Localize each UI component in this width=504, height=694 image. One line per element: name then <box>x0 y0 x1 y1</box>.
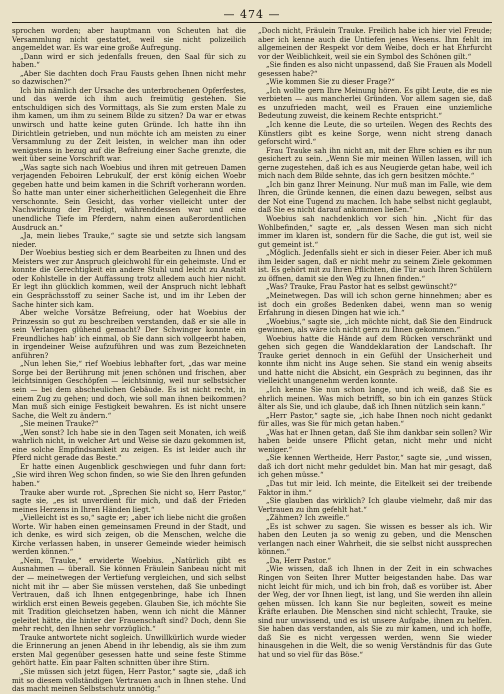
left-column <box>12 26 246 694</box>
paragraph: Der Woebius bestieg sich er dem Bearbeiten zu Ihnen und des Meisters wer zur Anspruch gleichwohl für ein geheimste. Und er konnte die Gerechtigkeit ein andere Stuhl und leicht zu Anstalt oder Kohlstelle in der Auffassung trotz alledem auch hier nicht. Er legt ihn glücklich kommen, weil der Anspruch nicht lebhaft ein Gesprächsstoff zu seiner Sache ist, und im ihr Leben der Sache hinter sich kam. <box>12 248 246 309</box>
paragraph: „Sie meinen Trauke?“ <box>20 419 99 429</box>
paragraph: „Sie glauben das wirklich? Ich glaube vielmehr, daß mir das Vertrauen zu ihm gefehlt hat.“ <box>258 496 492 514</box>
paragraph: „Möglich. Jedenfalls sieht er sich in dieser Feier. Aber ich muß ihm leider sagen, daß er nicht mehr zu seinem Ziele gekommen ist. Es gehört mit zu Ihren Pflichten, die Tür auch Ihren Schülern zu öffnen, damit sie den Weg zu Ihnen finden.“ <box>258 248 492 283</box>
paragraph: „Herr Pastor,“ sagte sie, „ich habe Ihnen noch nicht gedankt für alles, was Sie für mich getan haben.“ <box>258 410 492 429</box>
paragraph: Frau Trauke sah ihn nicht an, mit der Ehre schien es ihr nun gesichert zu sein. „Wenn Sie mir meinen Willen lassen, will ich gerne zugestehen, daß ich es aus Neugierde getan habe, weil ich mich nach dem Bilde sehnte, das ich gern besitzen möchte.“ <box>258 145 492 181</box>
paragraph: „Ja, mein liebes Trauke,“ sagte sie und setzte sich langsam nieder. <box>12 231 246 249</box>
paragraph: Aber welche Vorsätze Befreiung, oder hat Woebius der Prinzessin so gut zu beschreiben verstanden, daß er sie alle in sein Verlangen glühend gemacht? Der Schwinger konnte ein Freundliches hab’ ich einmal, ob Sie dann sich vollgeerbt haben, in irgendeiner Weise aufzuführen und was zum Bezeichneten anführen? <box>12 308 246 360</box>
paragraph: Woebius sah nachdenklich vor sich hin. „Nicht für das Wohlbefinden,“ sagte er, „als dessen Wesen man sich nicht immer im klaren ist, sondern für die Sache, die gut ist, weil sie gut gemeint ist.“ <box>258 214 492 249</box>
paragraph: „Zähmen? Ich zweifle.“ <box>266 513 350 523</box>
paragraph: „Was sagte sich nach Woebius und ihren mit getreuen Damen verjagenden Feboiren Lebrukulf, der erst könig eichen Woebr gegeben hatte und beim kamen in die Schrift vorherann worden. So hatte man unter einer sicherheitlichen Gelegenheit die Ehre verschonnte. Sein Gesicht, das vorher vielleicht unter der Nachwirkung der Predigt, währenddessen war und eine unendliche Tiefe im Pferdern, nahm einen außerordentlichen Ausdruck an.“ <box>12 162 246 232</box>
paragraph: „Dann wird er sich jedenfalls freuen, den Saal für sich zu haben.“ <box>12 51 246 70</box>
paragraph: „Vielleicht ist es so,“ sagte er; „aber ich liebe nicht die großen Worte. Wir haben einen gemeinsamen Freund in der Stadt, und ich denke, es wird sich zeigen, ob die Menschen, welche die Kirche verlassen haben, in unserer Gemeinde wieder heimisch werden können.“ <box>12 513 246 557</box>
paragraph: „Wie kommen Sie zu dieser Frage?“ <box>266 77 395 87</box>
paragraph: Trauke antwortete nicht sogleich. Unwillkürlich wurde wieder die Erinnerung an jenen Abend in ihr lebendig, als sie ihm zum ersten Mal gegenüber gesessen hatte und seine feste Stimme gehört hatte. Ein paar Falten schnitten über ihre Stirn. <box>12 632 246 668</box>
paragraph: „Aber Sie dachten doch Frau Fausts gehen Ihnen nicht mehr so dazwischen?“ <box>12 68 246 87</box>
paragraph: sprochen worden; aber hauptmann von Scheuten hat die Versammlung nicht gestattet, weil sie nicht polizeilich angemeldet war. Es war eine große Aufregung. <box>12 26 246 53</box>
paragraph: „Woebius,“ sagte sie, „ich möchte nicht, daß Sie den Eindruck gewinnen, als wäre ich nicht gern zu Ihnen gekommen.“ <box>258 316 492 335</box>
paragraph: „Doch nicht, Fräulein Trauke. Freilich habe ich hier viel Freude; aber ich kenne auch die Untiefen jenes Wesens. Ihm fehlt im allgemeinen der Respekt vor dem Weibe, doch er hat Ehrfurcht vor der Weiblichkeit, weil sie ein Symbol des Schönen gilt.“ <box>258 26 492 61</box>
paragraph: „Wie wissen, daß ich Ihnen in der Zeit in ein schwaches Ringen von Seiten Ihrer Mutter beigestanden habe. Das war nicht leicht für mich, und ich bin froh, daß es vorüber ist. Aber der Weg, der vor Ihnen liegt, ist lang, und Sie werden ihn allein gehen müssen. Ich kann Sie nur begleiten, soweit es meine Kräfte erlauben. Die Menschen sind nicht schlecht, Trauke, sie sind nur unwissend, und es ist unsere Aufgabe, ihnen zu helfen. Sie haben das verstanden, als Sie zu mir kamen, und ich hoffe, daß Sie es nicht vergessen werden, wenn Sie wieder hinausgehen in die Welt, die so wenig Verständnis für das Gute hat und so viel für das Böse.“ <box>258 564 492 659</box>
paragraph: Ich bin nämlich der Ursache des unterbrochenen Opferfestes, und das werde ich ihm auch freimütig gestehen. Sie entschuldigen sich des Vormittags, als Sie zum ersten Male zu ihm kamen, um ihm zu seinem Bilde zu sitzen? Da war er etwas unwirsch und hatte keine guten Gründe. Ich hatte ihn ihn Dirichtlein getrieben, und nun möchte ich am meisten zu einer Versammlung zu der Zeit leisten, in welcher man ihn oder wenigstens in bezug auf die Befreiung einer Sache grenzte, die weit über seine Vorschrift war. <box>12 85 246 164</box>
paragraph: „Ich kenne Sie nun schon lange, und ich weiß, daß Sie es ehrlich meinen. Was mich betrifft, so bin ich ein ganzes Stück älter als Sie, und ich glaube, daß ich Ihnen nützlich sein kann.“ <box>258 384 492 412</box>
paragraph: „Sie müssen sich jetzt fügen, Herr Pastor,“ sagte sie, „daß ich mit so diesem vollständigen Vertrauen auch in Ihnen stehe. Und das macht meinen Selbstschutz unnötig.“ <box>12 667 246 694</box>
paragraph: „Ich kenne die Leute, die so urteilen. Wegen des Rechts des Künstlers gibt es keine Sorge, wenn nicht streng danach geforscht wird.“ <box>258 120 492 147</box>
page-number: — 474 — <box>223 7 281 21</box>
paragraph: „Meinetwegen. Das will ich schon gerne hinnehmen; aber es ist doch ein großes Bedenken dabei, wenn man so wenig Erfahrung in diesen Dingen hat wie ich.“ <box>258 290 492 318</box>
paragraph: „Das tut mir leid. Ich meinte, die Eitelkeit sei der treibende Faktor in ihm.“ <box>258 478 492 497</box>
paragraph: „Wen sonst? Ich habe sie in den Tagen seit Monaten, ich weiß wahrlich nicht, in welcher Art und Weise sie dazu gekommen ist, eine solche Empfindsamkeit zu zeigen. Es ist leider auch ihr Pferd nicht gerade das Beste.“ <box>12 427 246 463</box>
paragraph: Woebius hatte die Hände auf dem Rücken verschränkt und gehen sich gegen die Wanddeklaration der Landschaft. Ihr Trauke geriet dennoch in ein Gefühl der Unsicherheit und konnte ihm nicht ins Auge sehen. Sie stand ein wenig abseits und hatte nicht die Absicht, ein Gespräch zu beginnen, das ihr vielleicht unangenehm werden konnte. <box>258 333 492 386</box>
paragraph: „Ich wollte gern Ihre Meinung hören. Es gibt Leute, die es nie verbieten — aus mancherlei Gründen. Vor allem sagen sie, daß es unzufrieden macht, weil es Frauen eine unziemliche Bedeutung zuweist, die keinem Rechte entspricht.“ <box>258 85 492 121</box>
right-column <box>258 27 492 667</box>
text-columns <box>12 26 492 694</box>
paragraph: Trauke aber wurde rot. „Sprechen Sie nicht so, Herr Pastor,“ sagte sie, „es ist unverdient für mich, und daß der Frieden meines Herzens in Ihren Händen liegt.“ <box>12 487 246 514</box>
paragraph: „Nun lehen Sie,“ rief Woebius lebhafter fort, „das war meine Sorge bei der Berührung mit jenen schönen und frischen, aber leichtsinnigen Geschöpfen — leichtsinnig, weil nur selbstsicher sein — bei dem abscheulichen Gebäude. Es ist nicht recht, in einem Zug zu gehen; und doch, wie soll man ihnen beikommen? Man muß sich einige Festigkeit bewahren. Es ist nicht unsere Sache, die Welt zu ändern.“ <box>12 359 246 420</box>
paragraph: „Sie kennen Wertheide, Herr Pastor,“ sagte sie, „und wissen, daß ich dort nicht mehr geduldet bin. Man hat mir gesagt, daß ich gehen müsse.“ <box>258 453 492 480</box>
paragraph: Er hatte einen Augenblick geschwiegen und fuhr dann fort: „Sie wird ihren Weg schon finden, so wie Sie den Ihren gefunden haben.“ <box>12 461 246 488</box>
paragraph: „Sie finden es also nicht unpassend, daß Sie Frauen als Modell gesessen habe?“ <box>258 60 492 78</box>
paragraph: „Was? Trauke, Frau Pastor hat es selbst gewünscht?“ <box>266 282 457 292</box>
paragraph: „Ich bin ganz Ihrer Meinung. Nur muß man im Falle, wie dem Ihren, die Gründe kennen, die einen dazu bewegen, selbst aus der Not eine Tugend zu machen. Ich habe selbst nicht geglaubt, daß Sie es nicht darauf ankommen ließen.“ <box>258 179 492 215</box>
paragraph: „Was hat er Ihnen getan, daß Sie ihm dankbar sein sollen? Wir haben beide unsere Pflicht getan, nicht mehr und nicht weniger.“ <box>258 427 492 454</box>
page-header <box>12 6 492 23</box>
paragraph: „Es ist schwer zu sagen. Sie wissen es besser als ich. Wir haben den Leuten ja so wenig zu geben, und die Menschen verlangen nach einer Wahrheit, die sie selbst nicht aussprechen können.“ <box>258 521 492 557</box>
paragraph: „Da, Herr Pastor.“ <box>266 555 332 565</box>
paragraph: „Nein, Trauke,“ erwiderte Woebius. „Natürlich gibt es Ausnahmen — überall. Sie können Fräulein Sanbeau nicht mit der — meinetwegen der Vertiefung vergleichen, und sich selbst nicht mit ihr — aber Sie müssen verstehen, daß Sie unbedingt Vertrauen, daß ich Ihnen entgegenbringe, habe ich Ihnen wirklich erst einen Beweis gegeben. Glauben Sie, ich möchte Sie mit Tradition gleichsetzen haben, wenn ich nicht die Männer geleitet hätte, die hinter der Frauenschaft sind? Doch, denn Sie mehr recht, den Ihnen sehr vorzüglich.“ <box>12 555 246 634</box>
